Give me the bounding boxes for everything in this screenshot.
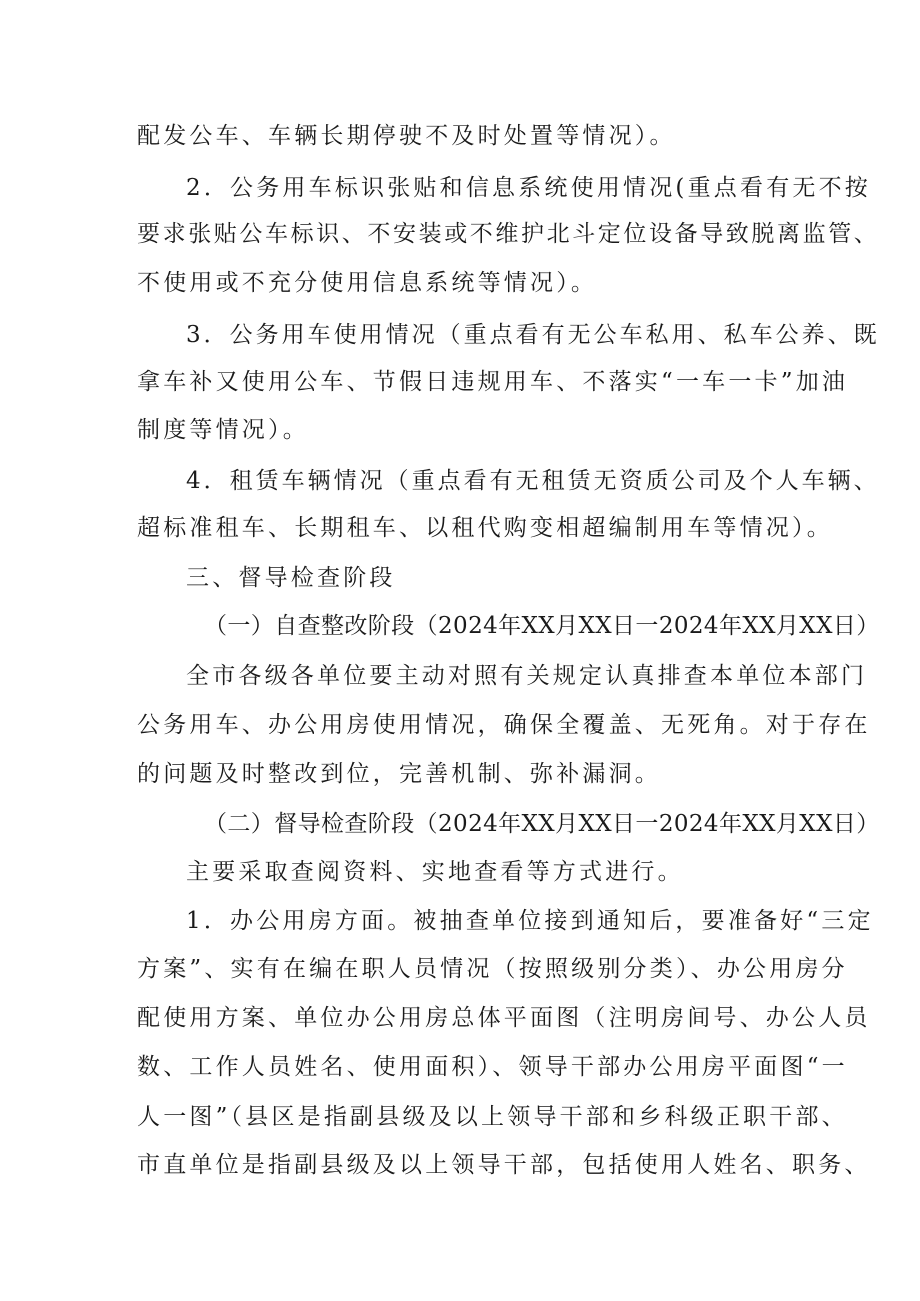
paragraph-line: 4．租赁车辆情况（重点看有无租赁无资质公司及个人车辆、 <box>186 468 880 494</box>
paragraph-line: 3．公务用车使用情况（重点看有无公车私用、私车公养、既 <box>186 322 880 348</box>
section-heading: 三、督导检查阶段 <box>186 565 396 591</box>
paragraph-line: 要求张贴公车标识、不安装或不维护北斗定位设备导致脱离监管、 <box>137 221 880 247</box>
subsection-heading: （一）自查整改阶段（2024年XX月XX日一2024年XX月XX日） <box>204 613 880 639</box>
paragraph-line: 人一图”（县区是指副县级及以上领导干部和乡科级正职干部、 <box>137 1104 848 1130</box>
paragraph-line: 拿车补又使用公车、节假日违规用车、不落实“一车一卡”加油 <box>137 369 849 395</box>
paragraph-line: 市直单位是指副县级及以上领导干部，包括使用人姓名、职务、 <box>137 1152 871 1178</box>
paragraph-line: 2．公务用车标识张贴和信息系统使用情况(重点看有无不按 <box>186 175 872 201</box>
paragraph-line: 公务用车、办公用房使用情况，确保全覆盖、无死角。对于存在 <box>137 712 871 738</box>
paragraph-line: 数、工作人员姓名、使用面积）、领导干部办公用房平面图“一 <box>137 1054 848 1080</box>
paragraph-line: 配发公车、车辆长期停驶不及时处置等情况）。 <box>137 123 676 149</box>
paragraph-line: 方案”、实有在编在职人员情况（按照级别分类）、办公用房分 <box>137 956 848 982</box>
paragraph-line: 的问题及时整改到位，完善机制、弥补漏洞。 <box>137 761 661 787</box>
paragraph-line: 制度等情况）。 <box>137 417 309 443</box>
paragraph-line: 1．办公用房方面。被抽查单位接到通知后，要准备好“三定 <box>186 908 874 934</box>
paragraph-line: 配使用方案、单位办公用房总体平面图（注明房间号、办公人员 <box>137 1005 871 1031</box>
paragraph-line: 主要采取查阅资料、实地查看等方式进行。 <box>186 859 684 885</box>
paragraph-line: 不使用或不充分使用信息系统等情况）。 <box>137 270 598 296</box>
subsection-heading: （二）督导检查阶段（2024年XX月XX日一2024年XX月XX日） <box>204 811 880 837</box>
paragraph-line: 超标准租车、长期租车、以租代购变相超编制用车等情况）。 <box>137 515 833 541</box>
paragraph-line: 全市各级各单位要主动对照有关规定认真排查本单位本部门 <box>186 663 868 689</box>
